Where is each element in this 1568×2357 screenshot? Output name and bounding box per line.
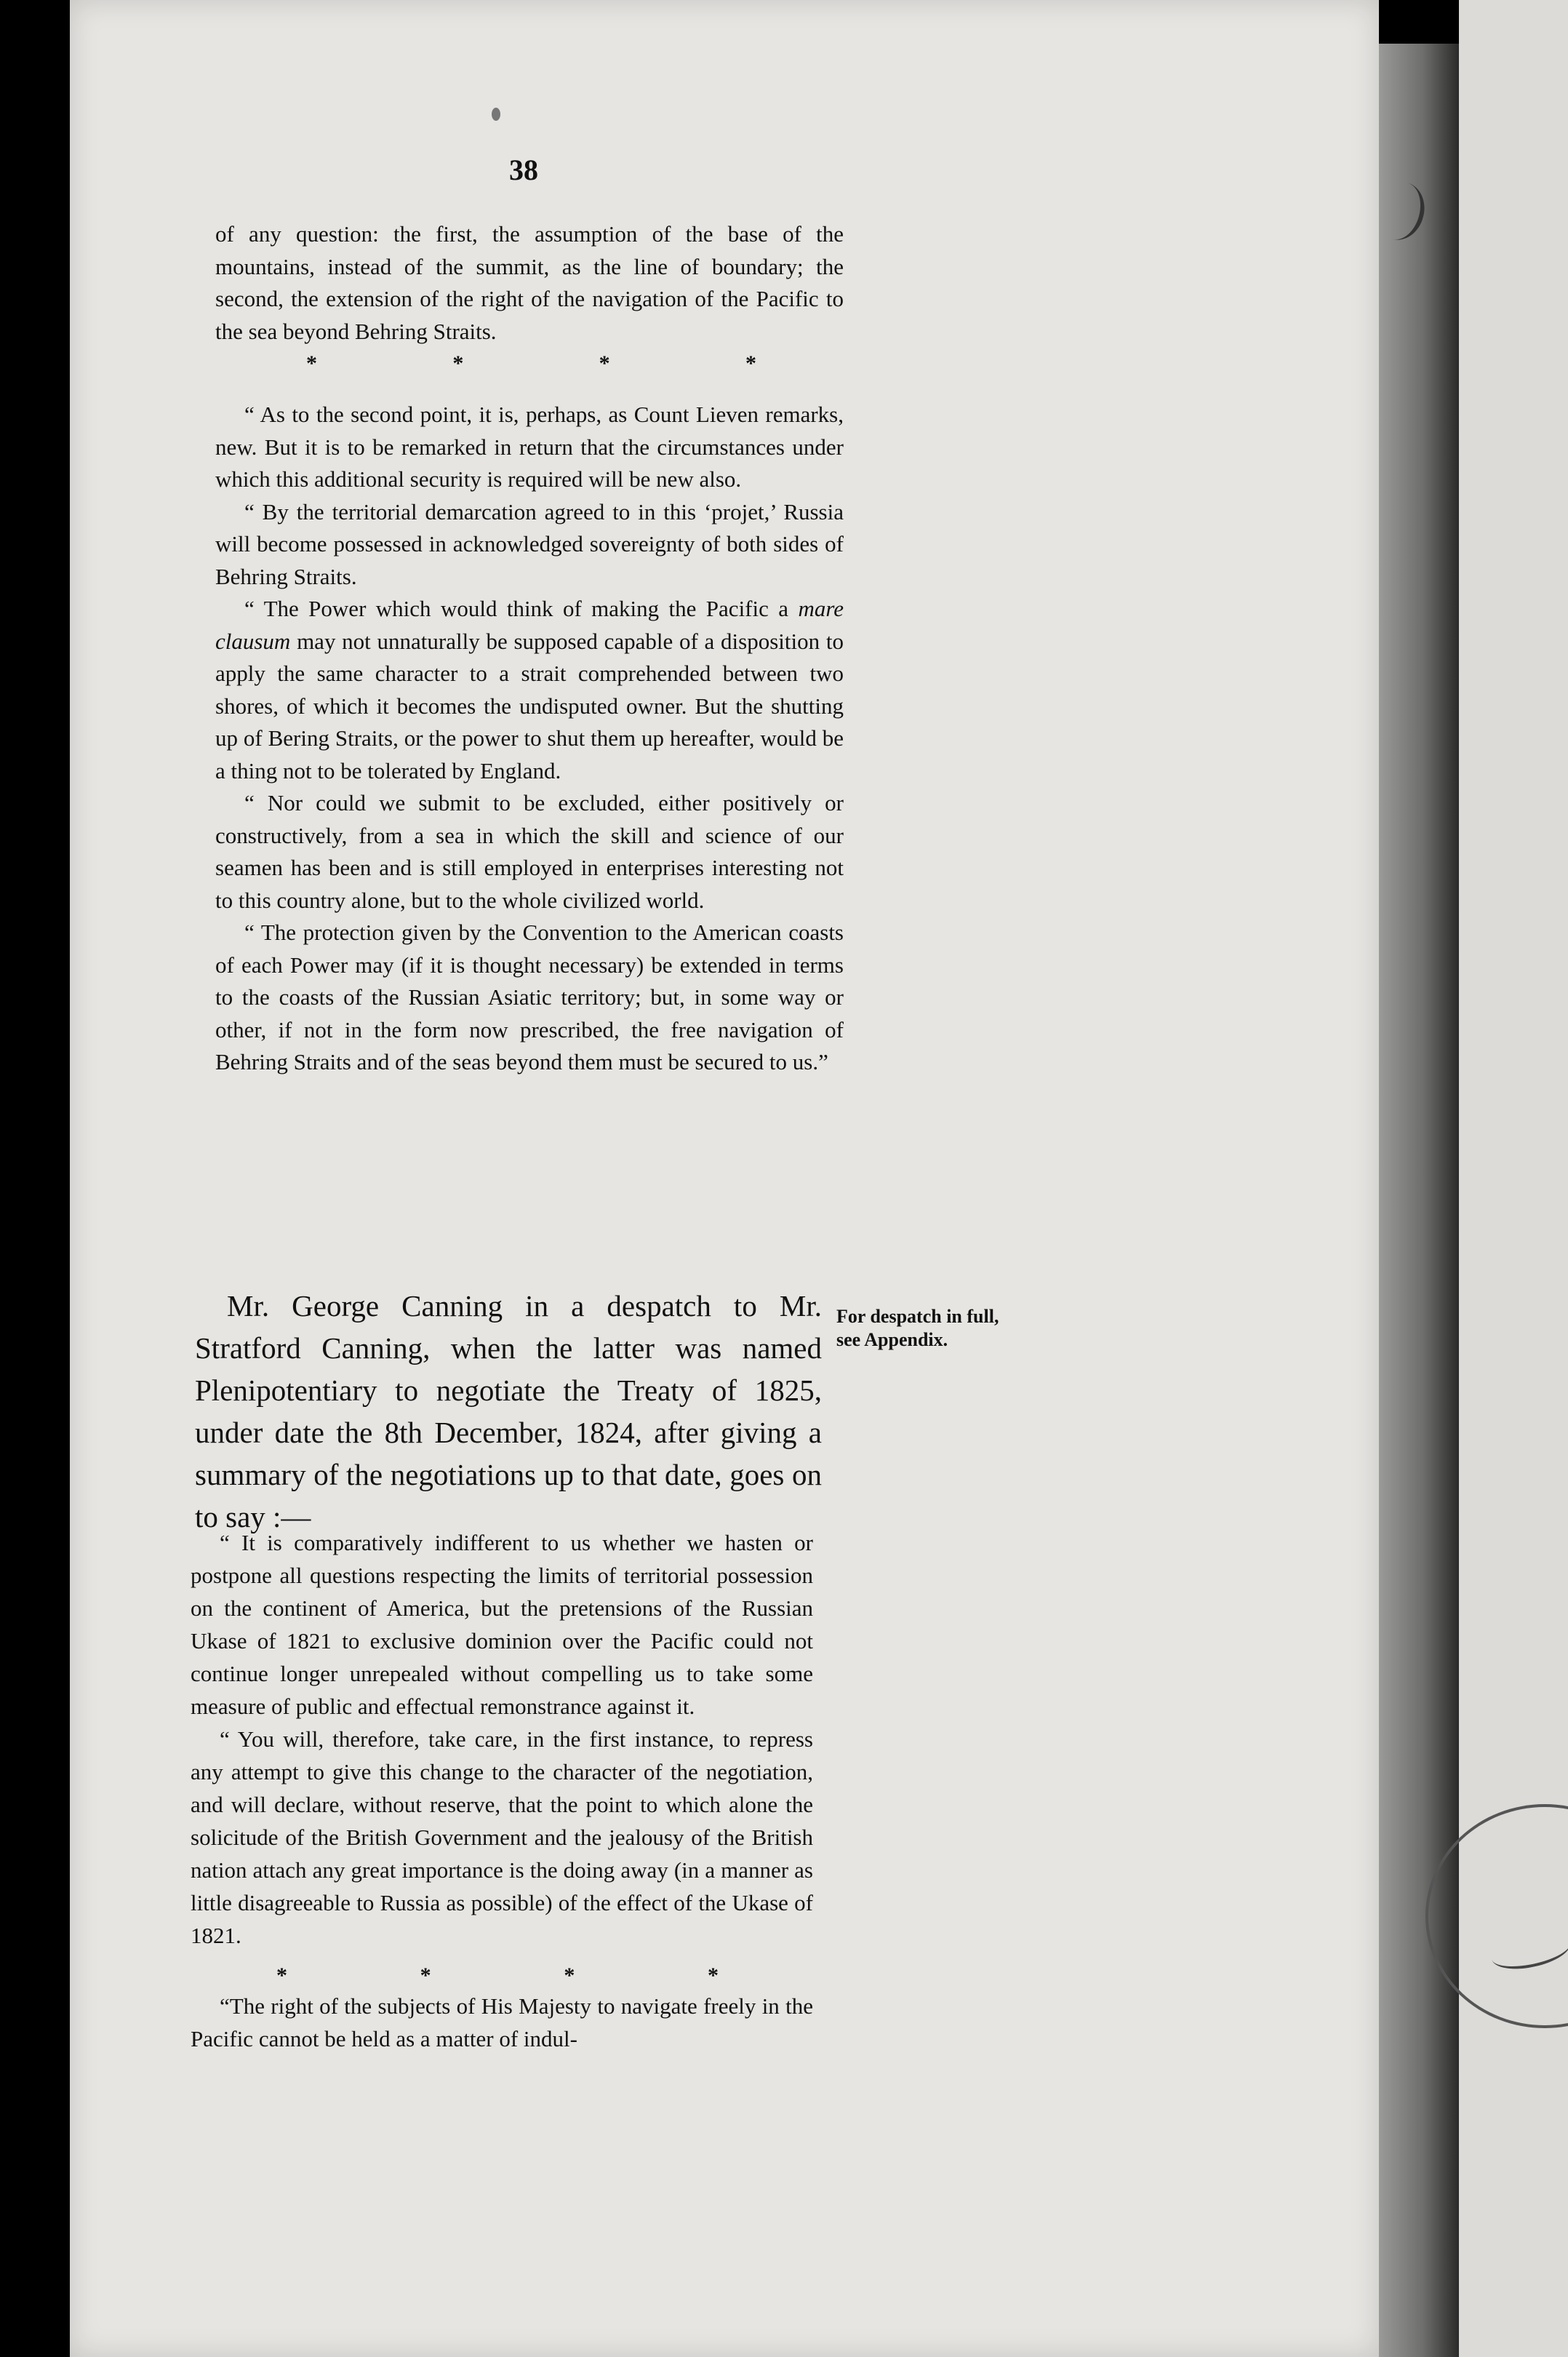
- quote-text: may not unnaturally be supposed capable of a disposition to apply the same character to a strait comprehended between two shores, of which it becomes the undisputed owner. But the shutting up of Bering Straits, or the power to shut them up hereafter, would be a thing not to be tolerated by England.: [215, 628, 844, 783]
- quote-paragraph: “The right of the subjects of His Majesty to navigate freely in the Pacific cannot be held as a matter of indul-: [191, 1993, 813, 2051]
- star: *: [707, 1963, 719, 1987]
- star: *: [452, 351, 464, 375]
- quote-paragraph: “ It is comparatively indifferent to us whether we hasten or postpone all questions respecting the limits of territorial possession on the continent of America, but the pretensions of the Russian Ukase of 1821 to exclusive dominion over the Pacific could not continue longer unrepealed without compelling us to take some measure of public and effectual remonstrance against it.: [191, 1530, 813, 1719]
- ink-speck: [492, 108, 500, 121]
- quote-paragraph: of any question: the first, the assumption of the base of the mountains, instead of the summit, as the line of boundary; the second, the extension of the right of the navigation of the Pacific to the sea beyond Behring Straits.: [215, 221, 844, 344]
- bottom-quotation: [191, 1526, 813, 2055]
- quote-text: “ The Power which would think of making the Pacific a: [244, 596, 789, 621]
- ellipsis-stars: [191, 1962, 813, 1990]
- quote-paragraph: “ As to the second point, it is, perhaps, as Count Lieven remarks, new. But it is to be remarked in return that the circumstances under which this additional security is required will be new also.: [215, 402, 844, 492]
- star: *: [599, 351, 610, 375]
- page-number: 38: [509, 153, 538, 186]
- quote-paragraph: “ The protection given by the Convention to the American coasts of each Power may (if it is thought necessary) be extended in terms to the coasts of the Russian Asiatic territory; but, in some way or other, if not in the form now prescribed, the free navigation of Behring Straits and of the seas beyond them must be secured to us.”: [215, 920, 844, 1074]
- star: *: [745, 351, 756, 375]
- quote-paragraph: “ Nor could we submit to be excluded, either positively or constructively, from a sea in which the skill and science of our seamen has been and is still employed in enterprises interesting not to this country alone, but to the whole civilized world.: [215, 790, 844, 913]
- intro-text: Mr. George Canning in a despatch to Mr. Stratford Canning, when the latter was named Plenipotentiary to negotiate the Treaty of 1825, under date the 8th December, 1824, after giving a summary of the negotiations up to that date, goes on to say :—: [195, 1289, 822, 1534]
- page-edge-shadow: [1379, 44, 1459, 2357]
- star: *: [564, 1963, 575, 1987]
- star: *: [420, 1963, 431, 1987]
- intro-paragraph: [195, 1285, 822, 1538]
- star: *: [276, 1963, 287, 1987]
- quote-paragraph: “ By the territorial demarcation agreed to in this ‘projet,’ Russia will become possessed in acknowledged sovereignty of both sides of Behring Straits.: [215, 498, 844, 589]
- ellipsis-stars: [215, 348, 844, 380]
- quote-paragraph: “ You will, therefore, take care, in the first instance, to repress any attempt to give this change to the character of the negotiation, and will declare, without reserve, that the point to which alone the solicitude of the British Government and the jealousy of the British nation attach any great importance is the doing away (in a manner as little disagreeable to Russia as possible) of the effect of the Ukase of 1821.: [191, 1726, 813, 1948]
- star: *: [306, 351, 317, 375]
- quote-paragraph: [215, 593, 844, 787]
- latin-phrase: mare clausum: [215, 596, 844, 654]
- margin-note: For despatch in full, see Appendix.: [836, 1306, 999, 1350]
- top-quotation: [215, 218, 844, 1079]
